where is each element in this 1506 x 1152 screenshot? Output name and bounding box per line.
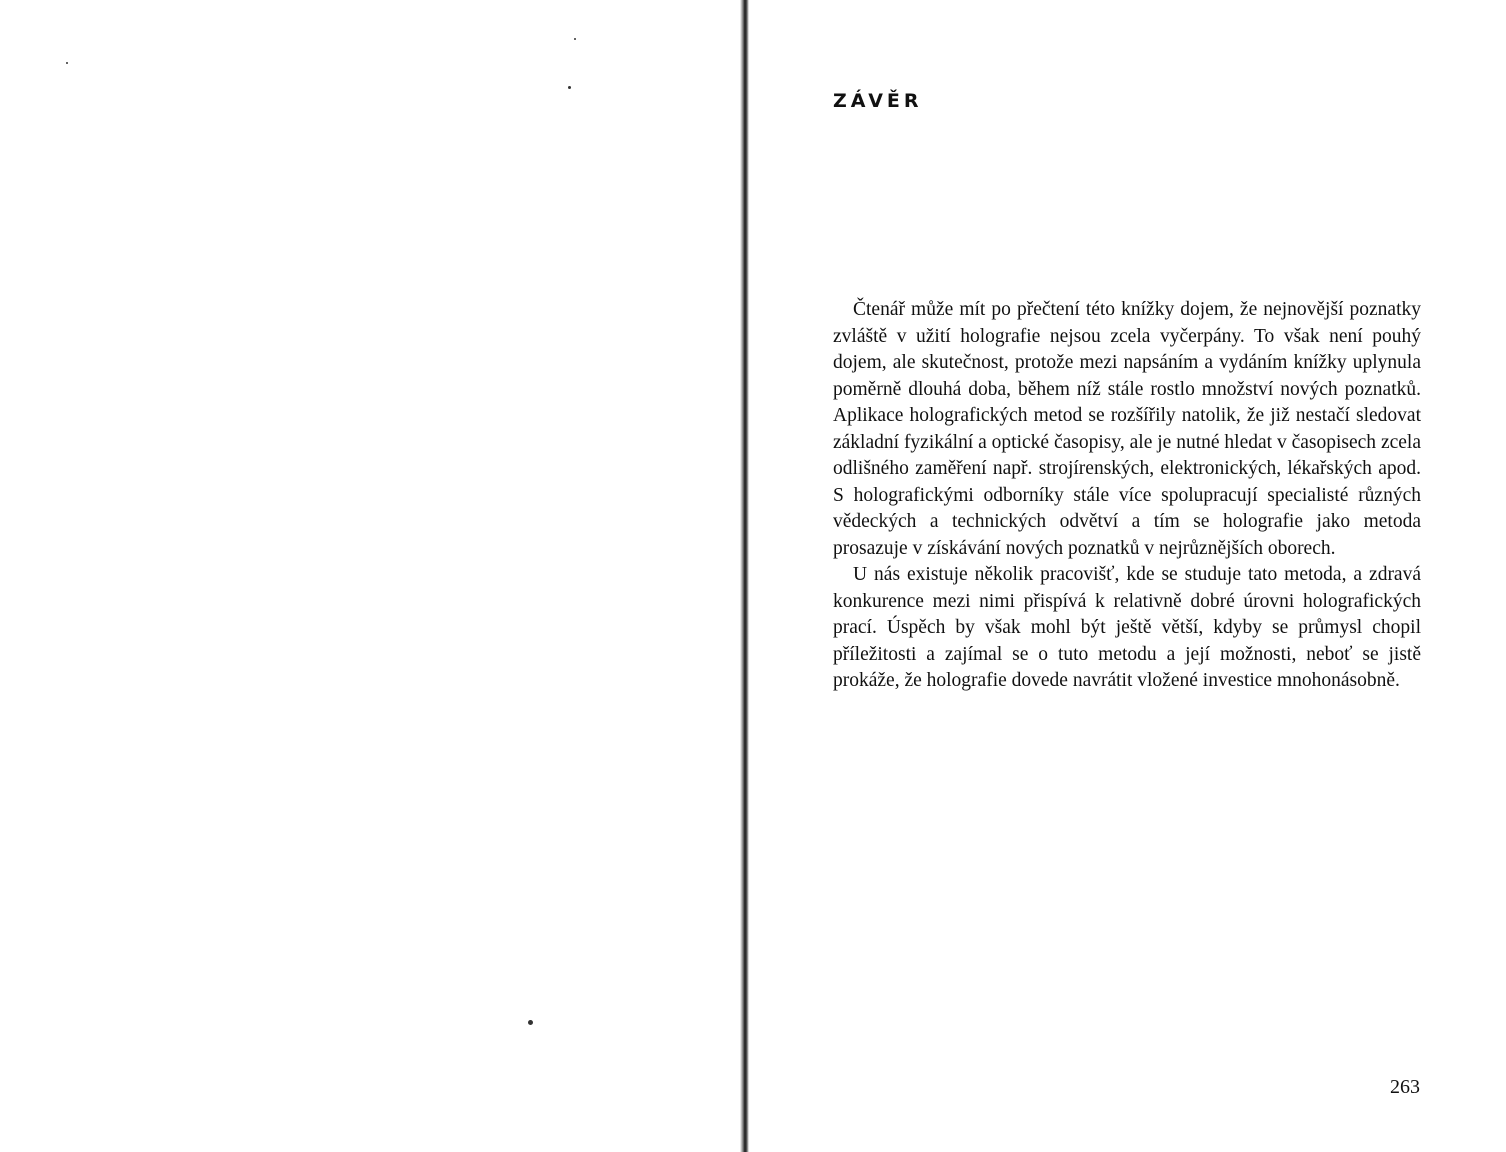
body-text — [833, 297, 1421, 695]
page-number: 263 — [1390, 1076, 1420, 1098]
book-gutter — [740, 0, 749, 1152]
scan-speck — [568, 86, 571, 89]
scan-speck — [528, 1020, 533, 1025]
paragraph: Čtenář může mít po přečtení této knížky dojem, že nejnovější poznatky zvláště v užití holografie nejsou zcela vyčerpány. To však není pouhý dojem, ale skutečnost, protože mezi napsáním a vydáním knížky uplynula poměrně dlouhá doba, během níž stále rostlo množství nových poznatků. Aplikace holografických metod se rozšířily natolik, že již nestačí sledovat základní fyzikální a optické časopisy, ale je nutné hledat v časopisech zcela odlišného zaměření např. strojírenských, elektronických, lékařských apod. S holografickými odborníky stále více spolupracují specialisté různých vědeckých a technických odvětví a tím se holografie jako metoda prosazuje v získávání nových poznatků v nejrůznějších oborech. — [833, 299, 1421, 559]
paragraph: U nás existuje několik pracovišť, kde se studuje tato metoda, a zdravá konkurence mezi nimi přispívá k relativně dobré úrovni holografických prací. Úspěch by však mohl být ještě větší, kdyby se průmysl chopil příležitosti a zajímal se o tuto metodu a její možnosti, neboť se jistě prokáže, že holografie dovede navrátit vložené investice mnohonásobně. — [833, 564, 1421, 691]
scan-speck — [66, 62, 68, 64]
scan-speck — [574, 38, 576, 40]
chapter-heading: ZÁVĚR — [833, 90, 923, 112]
left-page-blank — [0, 0, 742, 1152]
